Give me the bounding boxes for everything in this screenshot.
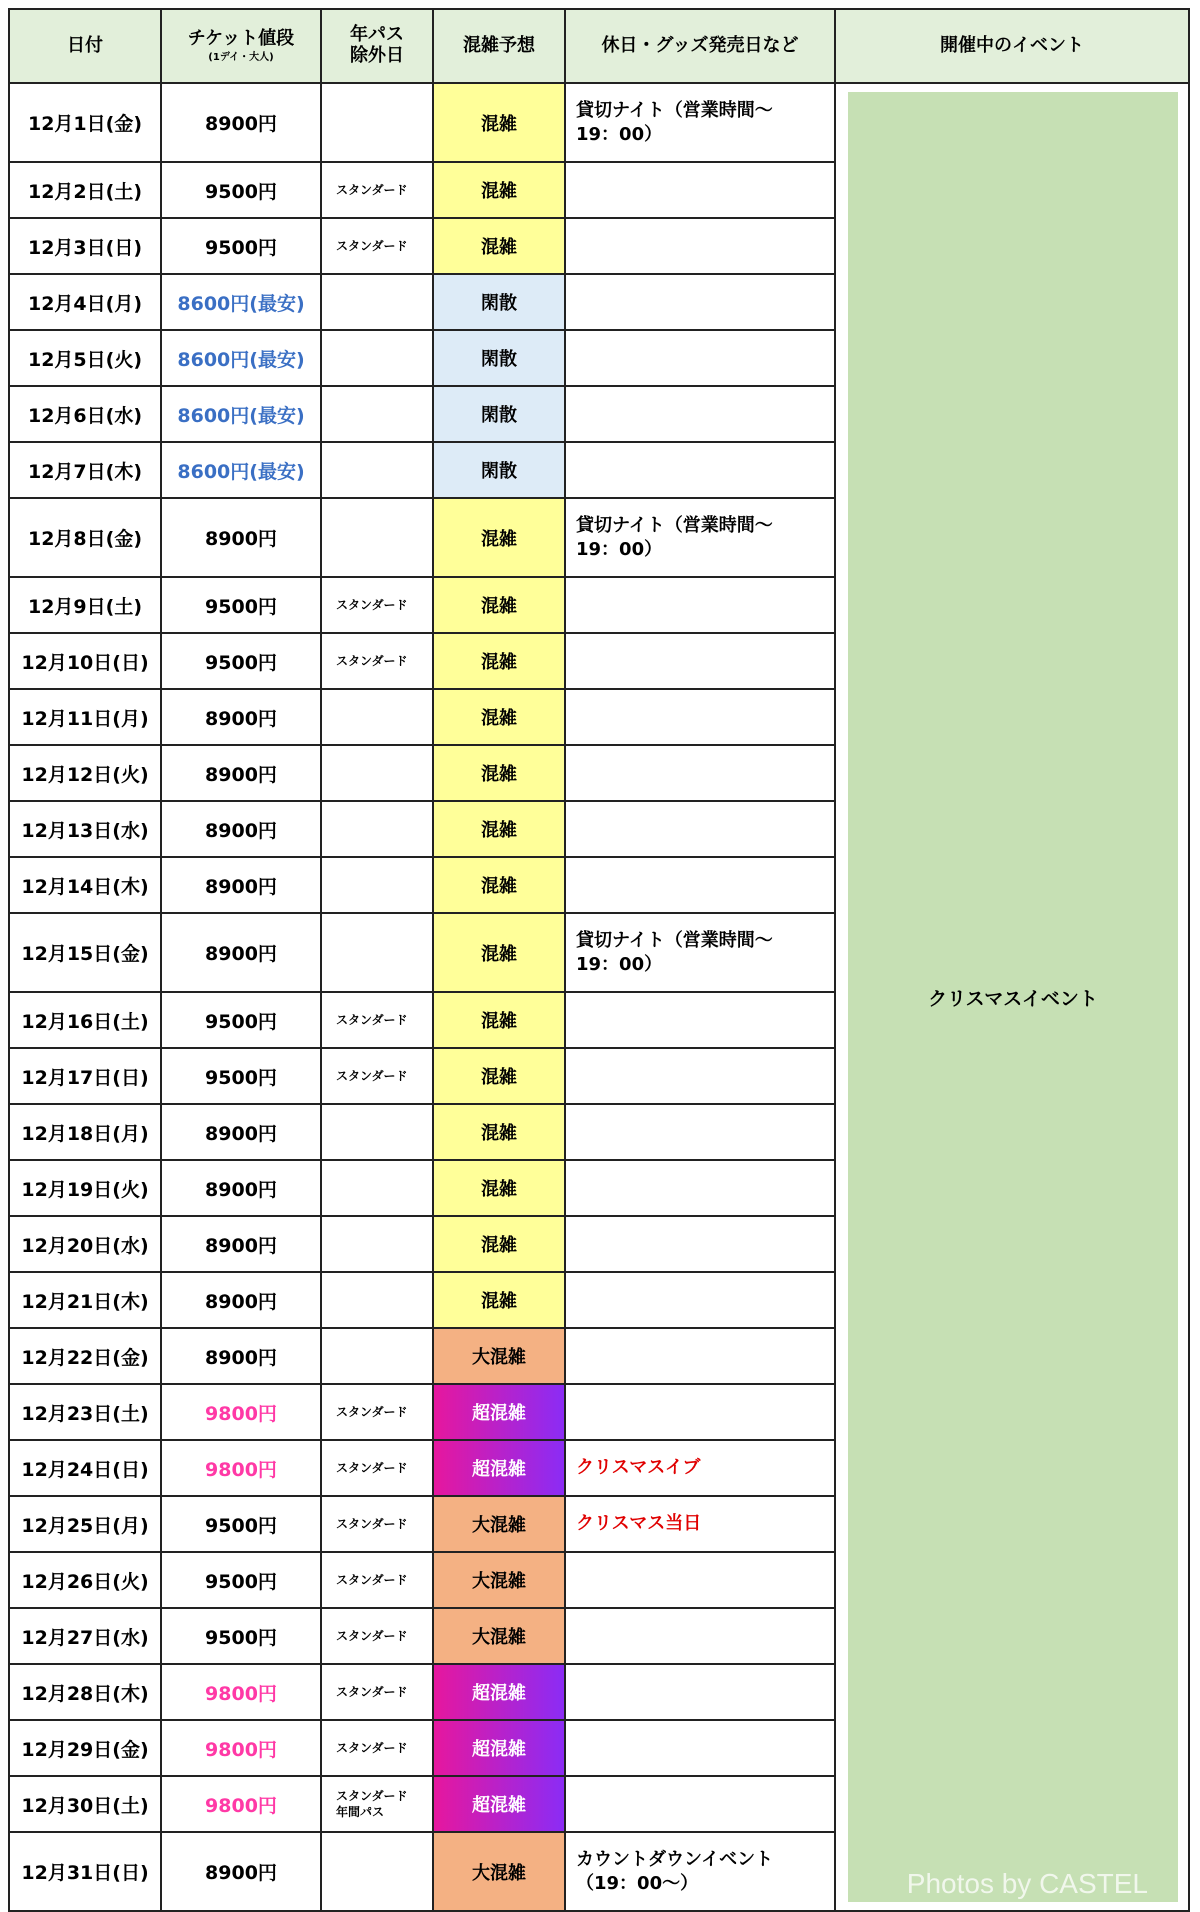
price-text: 9500円 — [205, 180, 277, 203]
price-text: 8900円 — [205, 1346, 277, 1369]
exclusion-cell — [320, 161, 434, 219]
note-line: 19：00） — [576, 953, 663, 975]
note-text — [576, 1456, 700, 1479]
price-cell — [160, 217, 322, 275]
crowd-cell — [432, 1607, 566, 1665]
date-cell — [8, 744, 162, 802]
note-cell — [564, 497, 836, 578]
crowd-text: 超混雑 — [472, 1795, 526, 1816]
exclusion-cell — [320, 912, 434, 993]
crowd-cell — [432, 497, 566, 578]
crowd-text: 混雑 — [481, 1179, 517, 1200]
exclusion-text: スタンダード — [336, 597, 408, 612]
price-text: 8900円 — [205, 763, 277, 786]
date-text: 12月4日(月) — [27, 292, 143, 315]
crowd-cell — [432, 217, 566, 275]
header-exclusion-line1: 年パス — [350, 24, 404, 46]
event-label: クリスマスイベント — [928, 987, 1098, 1010]
date-text: 12月1日(金) — [27, 113, 143, 135]
crowd-text: 混雑 — [481, 113, 517, 135]
crowd-text: 混雑 — [481, 1067, 517, 1088]
price-cell — [160, 1607, 322, 1665]
date-cell — [8, 1271, 162, 1329]
exclusion-cell — [320, 1215, 434, 1273]
crowd-text: 超混雑 — [472, 1459, 526, 1480]
crowd-text: 混雑 — [481, 1235, 517, 1256]
exclusion-cell — [320, 1607, 434, 1665]
price-cell — [160, 744, 322, 802]
price-text: 9500円 — [205, 651, 277, 674]
note-text — [576, 929, 773, 976]
crowd-cell — [432, 161, 566, 219]
note-cell — [564, 576, 836, 634]
price-text: 8900円 — [205, 1234, 277, 1257]
price-cell — [160, 497, 322, 578]
note-cell — [564, 1215, 836, 1273]
date-text: 12月26日(火) — [21, 1570, 149, 1593]
note-cell — [564, 1495, 836, 1553]
note-line: 19：00） — [576, 538, 663, 560]
price-text: 8900円 — [205, 875, 277, 898]
date-cell — [8, 82, 162, 163]
crowd-text: 混雑 — [481, 652, 517, 673]
exclusion-text: スタンダード — [336, 1404, 408, 1419]
price-cell — [160, 632, 322, 690]
crowd-text: 大混雑 — [472, 1862, 526, 1884]
exclusion-cell — [320, 1327, 434, 1385]
crowd-text: 閑散 — [481, 461, 517, 482]
date-text: 12月12日(火) — [21, 763, 149, 786]
exclusion-text: スタンダード — [336, 1068, 408, 1083]
date-text: 12月2日(土) — [27, 180, 143, 203]
exclusion-cell — [320, 1159, 434, 1217]
price-cell — [160, 688, 322, 746]
date-text: 12月7日(木) — [27, 460, 143, 483]
date-text: 12月8日(金) — [27, 528, 143, 550]
note-cell — [564, 744, 836, 802]
exclusion-cell — [320, 1103, 434, 1161]
crowd-cell — [432, 329, 566, 387]
exclusion-cell — [320, 744, 434, 802]
price-cell — [160, 1215, 322, 1273]
crowd-cell — [432, 1831, 566, 1912]
date-cell — [8, 1607, 162, 1665]
exclusion-cell — [320, 1831, 434, 1912]
exclusion-cell — [320, 1775, 434, 1833]
exclusion-text: スタンダード — [336, 1684, 408, 1699]
price-text: 8600円(最安) — [177, 348, 305, 371]
date-text: 12月3日(日) — [27, 236, 143, 259]
price-text: 9500円 — [205, 1514, 277, 1537]
price-cell — [160, 1439, 322, 1497]
date-cell — [8, 1103, 162, 1161]
exclusion-cell — [320, 1439, 434, 1497]
price-cell — [160, 329, 322, 387]
price-cell — [160, 576, 322, 634]
price-text: 8900円 — [205, 113, 277, 135]
date-cell — [8, 1327, 162, 1385]
price-text: 9800円 — [205, 1458, 277, 1481]
date-cell — [8, 497, 162, 578]
crowd-cell — [432, 856, 566, 914]
crowd-text: 大混雑 — [472, 1515, 526, 1536]
date-cell — [8, 1215, 162, 1273]
crowd-cell — [432, 1159, 566, 1217]
price-text: 9500円 — [205, 236, 277, 259]
note-cell — [564, 1607, 836, 1665]
exclusion-cell — [320, 856, 434, 914]
crowd-text: 混雑 — [481, 528, 517, 550]
note-cell — [564, 632, 836, 690]
header-date — [8, 8, 162, 84]
crowd-text: 閑散 — [481, 293, 517, 314]
crowd-text: 混雑 — [481, 181, 517, 202]
date-text: 12月10日(日) — [21, 651, 149, 674]
price-cell — [160, 1103, 322, 1161]
crowd-text: 超混雑 — [472, 1739, 526, 1760]
exclusion-text: スタンダード — [336, 653, 408, 668]
date-text: 12月15日(金) — [21, 943, 149, 965]
crowd-cell — [432, 1663, 566, 1721]
crowd-calendar-table — [8, 8, 1188, 1904]
note-cell — [564, 1383, 836, 1441]
crowd-cell — [432, 1047, 566, 1105]
date-cell — [8, 1719, 162, 1777]
note-cell — [564, 1159, 836, 1217]
crowd-cell — [432, 1383, 566, 1441]
price-cell — [160, 1327, 322, 1385]
note-cell — [564, 1327, 836, 1385]
date-cell — [8, 576, 162, 634]
date-text: 12月14日(木) — [21, 875, 149, 898]
note-cell — [564, 329, 836, 387]
crowd-text: 大混雑 — [472, 1571, 526, 1592]
crowd-cell — [432, 82, 566, 163]
header-event — [834, 8, 1190, 84]
price-text: 8900円 — [205, 707, 277, 730]
crowd-text: 閑散 — [481, 349, 517, 370]
crowd-cell — [432, 1271, 566, 1329]
header-date-label: 日付 — [67, 34, 103, 56]
note-line: （19：00～） — [576, 1872, 699, 1894]
exclusion-cell — [320, 273, 434, 331]
date-text: 12月9日(土) — [27, 595, 143, 618]
note-line: カウントダウンイベント — [576, 1849, 774, 1871]
note-cell — [564, 273, 836, 331]
price-text: 9800円 — [205, 1738, 277, 1761]
date-text: 12月16日(土) — [21, 1010, 149, 1033]
note-cell — [564, 912, 836, 993]
crowd-cell — [432, 744, 566, 802]
crowd-cell — [432, 385, 566, 443]
exclusion-cell — [320, 1383, 434, 1441]
date-cell — [8, 1663, 162, 1721]
note-text — [576, 1512, 701, 1535]
crowd-text: 混雑 — [481, 876, 517, 897]
price-cell — [160, 991, 322, 1049]
date-cell — [8, 441, 162, 499]
exclusion-cell — [320, 800, 434, 858]
exclusion-cell — [320, 1495, 434, 1553]
price-text: 8600円(最安) — [177, 404, 305, 427]
note-cell — [564, 82, 836, 163]
note-line: 貸切ナイト（営業時間～ — [576, 930, 773, 952]
event-band — [848, 92, 1178, 1902]
exclusion-text: スタンダード — [336, 182, 408, 197]
price-text: 8900円 — [205, 528, 277, 550]
date-text: 12月22日(金) — [21, 1346, 149, 1369]
date-text: 12月18日(月) — [21, 1122, 149, 1145]
price-cell — [160, 1775, 322, 1833]
crowd-cell — [432, 912, 566, 993]
date-cell — [8, 1159, 162, 1217]
crowd-text: 混雑 — [481, 1123, 517, 1144]
note-text — [576, 99, 773, 146]
exclusion-cell — [320, 385, 434, 443]
date-cell — [8, 1775, 162, 1833]
note-line: 19：00） — [576, 123, 663, 145]
price-cell — [160, 161, 322, 219]
note-line: クリスマスイブ — [576, 1457, 701, 1479]
price-text: 9500円 — [205, 1570, 277, 1593]
note-cell — [564, 1831, 836, 1912]
exclusion-cell — [320, 497, 434, 578]
note-cell — [564, 856, 836, 914]
crowd-text: 混雑 — [481, 237, 517, 258]
note-text — [576, 514, 773, 561]
price-text: 9800円 — [205, 1402, 277, 1425]
date-cell — [8, 1439, 162, 1497]
date-text: 12月31日(日) — [21, 1862, 149, 1884]
date-cell — [8, 1383, 162, 1441]
price-cell — [160, 912, 322, 993]
note-line: 貸切ナイト（営業時間～ — [576, 515, 773, 537]
price-text: 8600円(最安) — [177, 292, 305, 315]
crowd-text: 混雑 — [481, 1011, 517, 1032]
crowd-cell — [432, 1327, 566, 1385]
date-text: 12月11日(月) — [21, 707, 149, 730]
crowd-text: 閑散 — [481, 405, 517, 426]
exclusion-cell — [320, 1719, 434, 1777]
crowd-cell — [432, 1775, 566, 1833]
header-exclusion-line2: 除外日 — [350, 45, 404, 66]
crowd-cell — [432, 1215, 566, 1273]
exclusion-text: スタンダード — [336, 1516, 408, 1531]
exclusion-cell — [320, 632, 434, 690]
date-cell — [8, 161, 162, 219]
exclusion-text: スタンダード — [336, 1788, 408, 1803]
date-text: 12月6日(水) — [27, 404, 143, 427]
exclusion-cell — [320, 441, 434, 499]
price-text: 8600円(最安) — [177, 460, 305, 483]
crowd-cell — [432, 1551, 566, 1609]
date-cell — [8, 1831, 162, 1912]
price-cell — [160, 1719, 322, 1777]
date-text: 12月20日(水) — [21, 1234, 149, 1257]
price-text: 8900円 — [205, 1862, 277, 1884]
exclusion-cell — [320, 991, 434, 1049]
price-cell — [160, 1831, 322, 1912]
crowd-cell — [432, 1439, 566, 1497]
crowd-text: 混雑 — [481, 820, 517, 841]
price-cell — [160, 82, 322, 163]
exclusion-text: スタンダード — [336, 1572, 408, 1587]
date-cell — [8, 856, 162, 914]
price-cell — [160, 1383, 322, 1441]
exclusion-cell — [320, 1047, 434, 1105]
price-text: 9500円 — [205, 595, 277, 618]
header-event-label: 開催中のイベント — [940, 34, 1084, 56]
date-cell — [8, 1495, 162, 1553]
date-cell — [8, 991, 162, 1049]
note-cell — [564, 688, 836, 746]
watermark: Photos by CASTEL — [906, 1868, 1148, 1899]
price-cell — [160, 1159, 322, 1217]
date-cell — [8, 632, 162, 690]
crowd-text: 混雑 — [481, 764, 517, 785]
note-cell — [564, 161, 836, 219]
price-text: 9500円 — [205, 1066, 277, 1089]
price-cell — [160, 1047, 322, 1105]
note-cell — [564, 1047, 836, 1105]
crowd-text: 混雑 — [481, 943, 517, 965]
price-text: 8900円 — [205, 819, 277, 842]
exclusion-text: スタンダード — [336, 1628, 408, 1643]
exclusion-cell — [320, 82, 434, 163]
note-cell — [564, 1775, 836, 1833]
date-text: 12月30日(土) — [21, 1794, 149, 1817]
date-cell — [8, 800, 162, 858]
exclusion-cell — [320, 329, 434, 387]
price-cell — [160, 441, 322, 499]
crowd-cell — [432, 1495, 566, 1553]
header-crowd-label: 混雑予想 — [463, 34, 535, 56]
header-crowd — [432, 8, 566, 84]
note-cell — [564, 1663, 836, 1721]
note-cell — [564, 1439, 836, 1497]
exclusion-cell — [320, 217, 434, 275]
header-notes — [564, 8, 836, 84]
price-cell — [160, 273, 322, 331]
date-cell — [8, 273, 162, 331]
crowd-text: 混雑 — [481, 1291, 517, 1312]
price-text: 8900円 — [205, 943, 277, 965]
crowd-cell — [432, 273, 566, 331]
note-line: クリスマス当日 — [576, 1513, 702, 1535]
exclusion-text: 年間パス — [336, 1805, 385, 1819]
note-cell — [564, 800, 836, 858]
event-column — [834, 82, 1190, 1912]
date-cell — [8, 688, 162, 746]
exclusion-cell — [320, 576, 434, 634]
crowd-text: 大混雑 — [472, 1347, 526, 1368]
crowd-cell — [432, 1103, 566, 1161]
crowd-cell — [432, 800, 566, 858]
price-cell — [160, 385, 322, 443]
exclusion-text: スタンダード — [336, 1740, 408, 1755]
header-price — [160, 8, 322, 84]
note-cell — [564, 991, 836, 1049]
date-text: 12月24日(日) — [21, 1458, 149, 1481]
note-cell — [564, 1551, 836, 1609]
price-text: 9500円 — [205, 1010, 277, 1033]
date-text: 12月29日(金) — [21, 1738, 149, 1761]
price-text: 9800円 — [205, 1794, 277, 1817]
price-cell — [160, 800, 322, 858]
date-text: 12月21日(木) — [21, 1290, 149, 1313]
note-text — [576, 1848, 773, 1895]
price-cell — [160, 856, 322, 914]
exclusion-cell — [320, 1271, 434, 1329]
crowd-text: 超混雑 — [472, 1403, 526, 1424]
price-text: 8900円 — [205, 1178, 277, 1201]
price-cell — [160, 1663, 322, 1721]
date-text: 12月5日(火) — [27, 348, 143, 371]
header-notes-label: 休日・グッズ発売日など — [601, 34, 799, 56]
price-cell — [160, 1551, 322, 1609]
crowd-cell — [432, 991, 566, 1049]
date-text: 12月28日(木) — [21, 1682, 149, 1705]
crowd-cell — [432, 1719, 566, 1777]
date-cell — [8, 329, 162, 387]
date-cell — [8, 912, 162, 993]
exclusion-text: スタンダード — [336, 1012, 408, 1027]
note-cell — [564, 385, 836, 443]
price-text: 8900円 — [205, 1290, 277, 1313]
crowd-cell — [432, 632, 566, 690]
exclusion-cell — [320, 688, 434, 746]
date-text: 12月13日(水) — [21, 819, 149, 842]
note-cell — [564, 441, 836, 499]
note-cell — [564, 1719, 836, 1777]
exclusion-cell — [320, 1551, 434, 1609]
price-text: 8900円 — [205, 1122, 277, 1145]
price-text: 9800円 — [205, 1682, 277, 1705]
note-cell — [564, 1271, 836, 1329]
date-cell — [8, 1551, 162, 1609]
note-cell — [564, 217, 836, 275]
crowd-cell — [432, 688, 566, 746]
exclusion-text: スタンダード — [336, 238, 408, 253]
header-price-sub: (1デイ・大人) — [208, 51, 274, 63]
price-cell — [160, 1495, 322, 1553]
crowd-text: 超混雑 — [472, 1683, 526, 1704]
crowd-text: 混雑 — [481, 596, 517, 617]
price-text: 9500円 — [205, 1626, 277, 1649]
exclusion-text: スタンダード — [336, 1460, 408, 1475]
date-cell — [8, 217, 162, 275]
header-price-label: チケット値段 — [187, 27, 295, 49]
date-text: 12月19日(火) — [21, 1178, 149, 1201]
note-cell — [564, 1103, 836, 1161]
date-cell — [8, 1047, 162, 1105]
crowd-text: 大混雑 — [472, 1627, 526, 1648]
crowd-cell — [432, 441, 566, 499]
date-text: 12月27日(水) — [21, 1626, 149, 1649]
date-cell — [8, 385, 162, 443]
date-text: 12月25日(月) — [21, 1514, 149, 1537]
date-text: 12月17日(日) — [21, 1066, 149, 1089]
date-text: 12月23日(土) — [21, 1402, 149, 1425]
exclusion-cell — [320, 1663, 434, 1721]
note-line: 貸切ナイト（営業時間～ — [576, 100, 773, 122]
price-cell — [160, 1271, 322, 1329]
crowd-text: 混雑 — [481, 708, 517, 729]
crowd-cell — [432, 576, 566, 634]
header-exclusion — [320, 8, 434, 84]
